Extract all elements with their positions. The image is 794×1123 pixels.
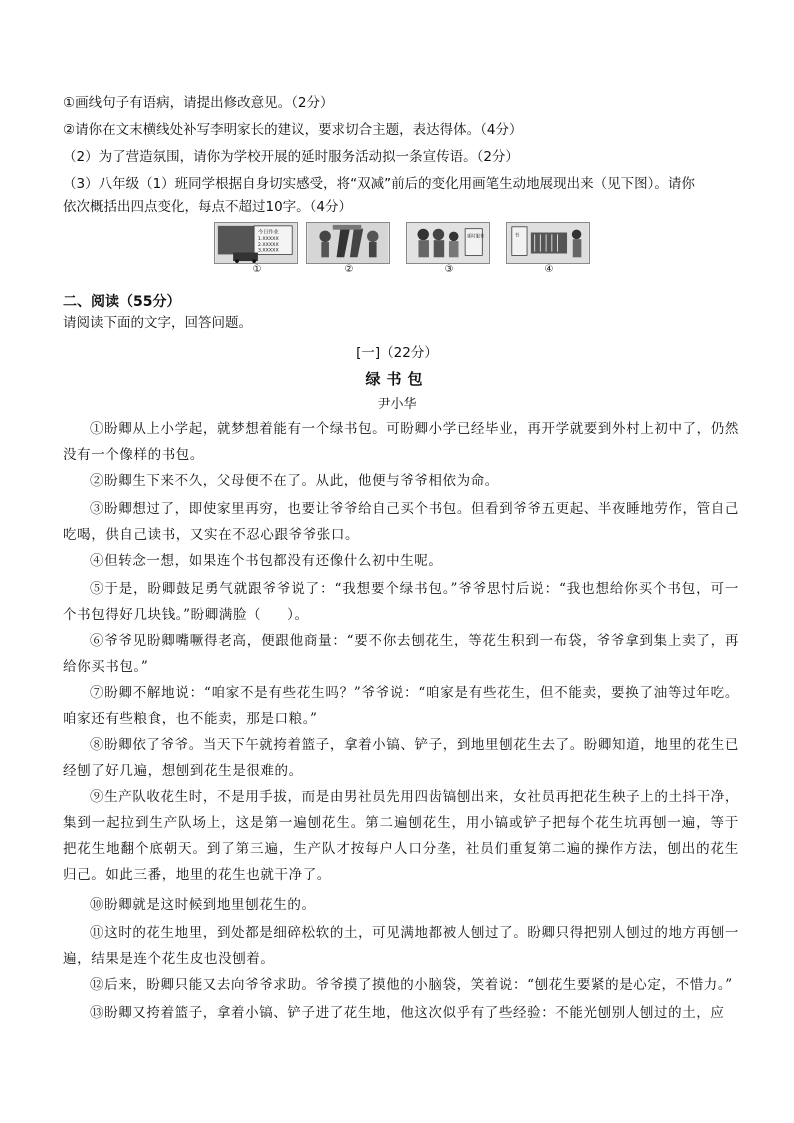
question-2: ②请你在文末横线处补写李明家长的建议，要求切合主题，表达得体。（4分） <box>63 122 523 138</box>
cartoon-1-homework <box>214 222 298 275</box>
question-1: ①画线句子有语病，请提出修改意见。（2分） <box>63 95 334 111</box>
paragraph-1: ①盼卿从上小学起，就梦想着能有一个绿书包。可盼卿小学已经毕业，再开学就要到外村上初中了，仍然没有一个像样的书包。 <box>63 421 739 463</box>
cartoon-1-text-1: 今日作业 <box>257 229 279 236</box>
paragraph-5-end: ）。 <box>287 607 309 623</box>
paragraph-9: ⑨生产队收花生时，不是用手拔，而是由男社员先用四齿镐刨出来，女社员再把花生秧子上的土抖干净，集到一起拉到生产队场上，这是第一遍刨花生。第二遍刨花生，用小镐或铲子把每个花生坑再刨一遍，等于把花生地翻个底朝天。到了第三遍，生产队才按每户人口分垄，社员们重复第二遍的操作方法，刨出的花生归己。如此三番，地里的花生也就干净了。 <box>63 789 739 883</box>
question-4-line-2: 依次概括出四点变化，每点不超过10字。（4分） <box>63 199 353 215</box>
cartoon-4-label: ④ <box>544 264 554 275</box>
question-4-line-1: （3）八年级（1）班同学根据自身切实感受，将“双减”前后的变化用画笔生动地展现出来（见下图）。请你 <box>63 176 695 192</box>
paragraph-10: ⑩盼卿就是这时候到地里刨花生的。 <box>90 897 316 913</box>
cartoon-2-label: ② <box>344 264 354 275</box>
cartoon-4-text: 书 <box>514 233 520 239</box>
paragraph-11: ⑪这时的花生地里，到处都是细碎松软的土，可见满地都被人刨过了。盼卿只得把别人刨过的地方再刨一遍，结果是连个花生皮也没刨着。 <box>63 925 739 967</box>
section-heading: 二、阅读（55分） <box>63 294 181 310</box>
paragraph-5 <box>63 576 739 628</box>
cartoon-3-label: ③ <box>444 264 454 275</box>
paragraph-5-text: ⑤于是，盼卿鼓足勇气就跟爷爷说了：“我想要个绿书包。”爷爷思忖后说：“我也想给你买个书包，可一个书包得好几块钱。”盼卿满脸（ <box>63 581 739 623</box>
section-instruction: 请阅读下面的文字，回答问题。 <box>63 315 252 331</box>
paragraph-7: ⑦盼卿不解地说：“咱家不是有些花生吗？”爷爷说：“咱家是有些花生，但不能卖，要换了油等过年吃。咱家还有些粮食，也不能卖，那是口粮。” <box>63 685 739 727</box>
paragraph-13: ⑬盼卿又挎着篮子，拿着小镐、铲子进了花生地，他这次似乎有了些经验：不能光刨别人刨过的土，应 <box>90 1005 725 1021</box>
cartoon-3-after-school <box>406 222 490 275</box>
article-author: 尹小华 <box>377 397 417 412</box>
paragraph-2: ②盼卿生下来不久，父母便不在了。从此，他便与爷爷相依为命。 <box>90 473 499 489</box>
passage-part-label: [一]（22分） <box>356 345 438 361</box>
cartoon-strip <box>210 222 570 274</box>
paragraph-3: ③盼卿想过了，即使家里再穷，也要让爷爷给自己买个书包。但看到爷爷五更起、半夜睡地劳作，管自己吃喝，供自己读书，又实在不忍心跟爷爷张口。 <box>63 501 739 543</box>
paragraph-4: ④但转念一想，如果连个书包都没有还像什么初中生呢。 <box>90 553 443 569</box>
paragraph-6: ⑥爷爷见盼卿嘴噘得老高，便跟他商量：“要不你去刨花生，等花生积到一布袋，爷爷拿到集上卖了，再给你买书包。” <box>63 633 739 675</box>
article-title: 绿书包 <box>365 370 429 388</box>
cartoon-1-text-4: 3.XXXXX <box>257 248 279 254</box>
cartoon-3-text: 延时服务 <box>467 234 485 240</box>
cartoon-4-reading <box>506 222 590 275</box>
question-3: （2）为了营造氛围，请你为学校开展的延时服务活动拟一条宣传语。（2分） <box>63 149 519 165</box>
cartoon-1-text-2: 1.XXXXX <box>257 237 279 243</box>
cartoon-1-label: ① <box>252 264 262 275</box>
cartoon-1-text-3: 2.XXXXX <box>257 242 279 248</box>
cartoon-2-sports <box>306 222 390 275</box>
paragraph-12: ⑫后来，盼卿只能又去向爷爷求助。爷爷摸了摸他的小脑袋，笑着说：“刨花生要紧的是心定，不惜力。” <box>90 977 733 993</box>
paragraph-8: ⑧盼卿依了爷爷。当天下午就挎着篮子，拿着小镐、铲子，到地里刨花生去了。盼卿知道，地里的花生已经刨了好几遍，想刨到花生是很难的。 <box>63 737 739 779</box>
